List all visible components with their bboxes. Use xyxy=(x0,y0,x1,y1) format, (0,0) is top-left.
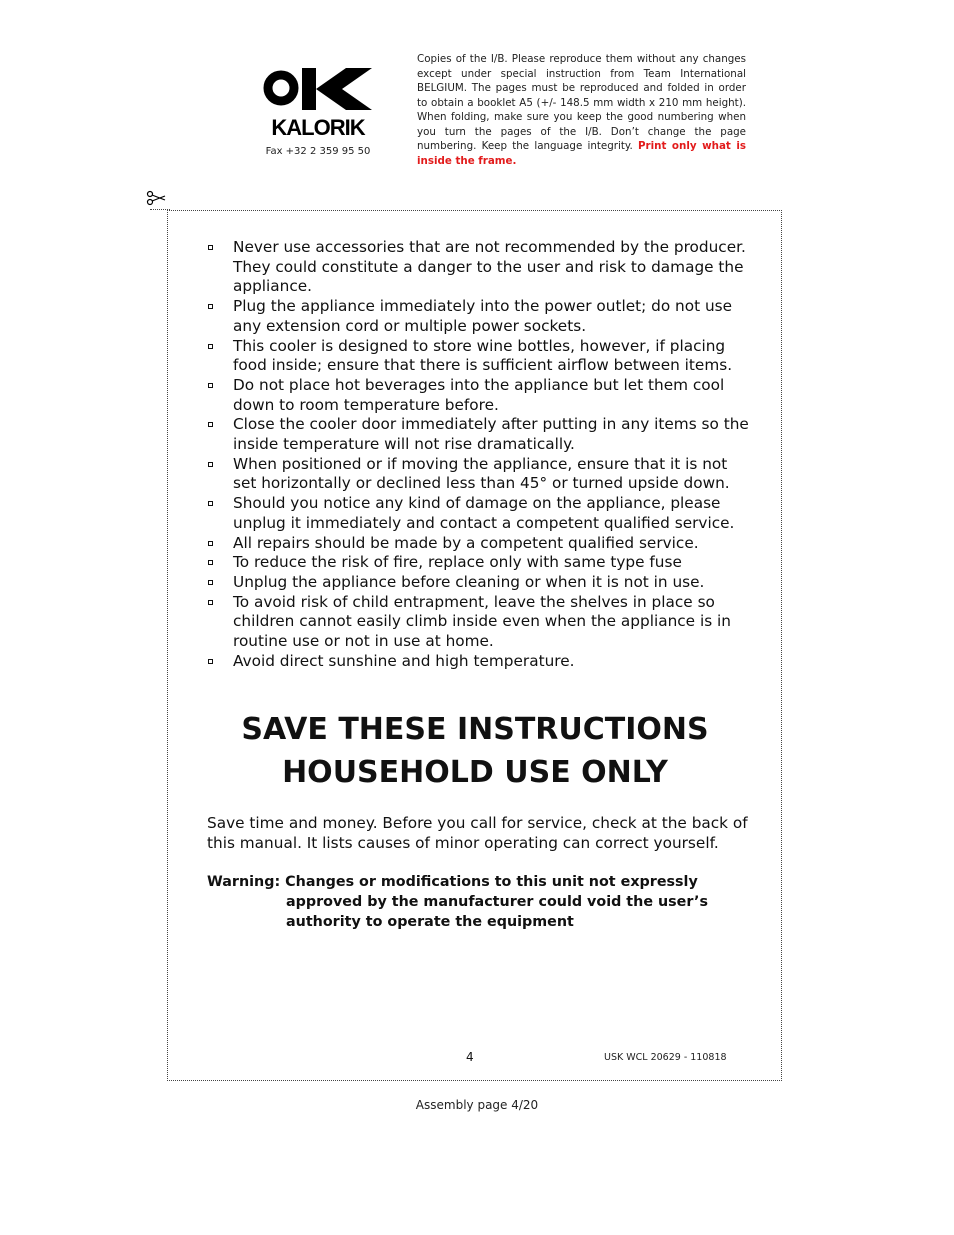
warning-rest: approved by the manufacturer could void the user’s authority to operate the equipment xyxy=(286,894,708,930)
copy-notice xyxy=(417,52,746,168)
list-item: Unplug the appliance before cleaning or when it is not in use. xyxy=(207,573,752,593)
checkbox-bullet-icon xyxy=(208,245,213,250)
warning-notice xyxy=(207,872,752,932)
list-item: Should you notice any kind of damage on the appliance, please unplug it immediately and contact a competent qualified service. xyxy=(207,494,752,533)
checkbox-bullet-icon xyxy=(208,659,213,664)
kalorik-logo xyxy=(262,66,374,116)
checkbox-bullet-icon xyxy=(208,600,213,605)
checkbox-bullet-icon xyxy=(208,344,213,349)
checkbox-bullet-icon xyxy=(208,580,213,585)
checkbox-bullet-icon xyxy=(208,304,213,309)
list-item: When positioned or if moving the appliance, ensure that it is not set horizontally or declined less than 45° or turned upside down. xyxy=(207,455,752,494)
list-item: This cooler is designed to store wine bottles, however, if placing food inside; ensure that there is sufficient airflow between items. xyxy=(207,337,752,376)
brand-wordmark: KALORIK xyxy=(271,115,365,140)
scissors-icon xyxy=(146,190,166,206)
copy-notice-text: Copies of the I/B. Please reproduce them without any changes except under special instruction from Team International BELGIUM. The pages must be reproduced and folded in order to obtain a booklet A5 (+/- 148.5 mm width x 210 mm height). When folding, make sure you keep the good numbering when you turn the pages of the I/B. Don’t change the page numbering. Keep the language integrity. xyxy=(417,53,746,152)
page-number: 4 xyxy=(466,1050,474,1064)
heading-line-1: SAVE THESE INSTRUCTIONS xyxy=(241,712,709,747)
checkbox-bullet-icon xyxy=(208,462,213,467)
list-item: To reduce the risk of fire, replace only with same type fuse xyxy=(207,553,752,573)
checkbox-bullet-icon xyxy=(208,560,213,565)
checkbox-bullet-icon xyxy=(208,383,213,388)
fax-number: Fax +32 2 359 95 50 xyxy=(265,146,371,157)
warning-lead: Warning: Changes or modifications to this unit not expressly xyxy=(207,874,698,890)
copy-notice-highlight: Print only what is inside the frame. xyxy=(417,140,746,167)
list-item: To avoid risk of child entrapment, leave the shelves in place so children cannot easily climb inside even when the appliance is in routine use or not in use at home. xyxy=(207,593,752,652)
document-code: USK WCL 20629 - 110818 xyxy=(604,1052,727,1063)
assembly-page-label: Assembly page 4/20 xyxy=(415,1098,539,1112)
instructions-heading xyxy=(190,708,760,794)
checkbox-bullet-icon xyxy=(208,422,213,427)
list-item: Close the cooler door immediately after putting in any items so the inside temperature will not rise dramatically. xyxy=(207,415,752,454)
service-tip: Save time and money. Before you call for service, check at the back of this manual. It lists causes of minor operating can correct yourself. xyxy=(207,814,748,852)
checkbox-bullet-icon xyxy=(208,541,213,546)
list-item: Plug the appliance immediately into the power outlet; do not use any extension cord or multiple power sockets. xyxy=(207,297,752,336)
list-item: Avoid direct sunshine and high temperature. xyxy=(207,652,752,672)
list-item: Never use accessories that are not recommended by the producer. They could constitute a danger to the user and risk to damage the appliance. xyxy=(207,238,752,297)
checkbox-bullet-icon xyxy=(208,501,213,506)
heading-line-2: HOUSEHOLD USE ONLY xyxy=(282,755,668,790)
list-item: All repairs should be made by a competent qualified service. xyxy=(207,534,752,554)
safety-list xyxy=(207,238,752,671)
list-item: Do not place hot beverages into the appliance but let them cool down to room temperature before. xyxy=(207,376,752,415)
